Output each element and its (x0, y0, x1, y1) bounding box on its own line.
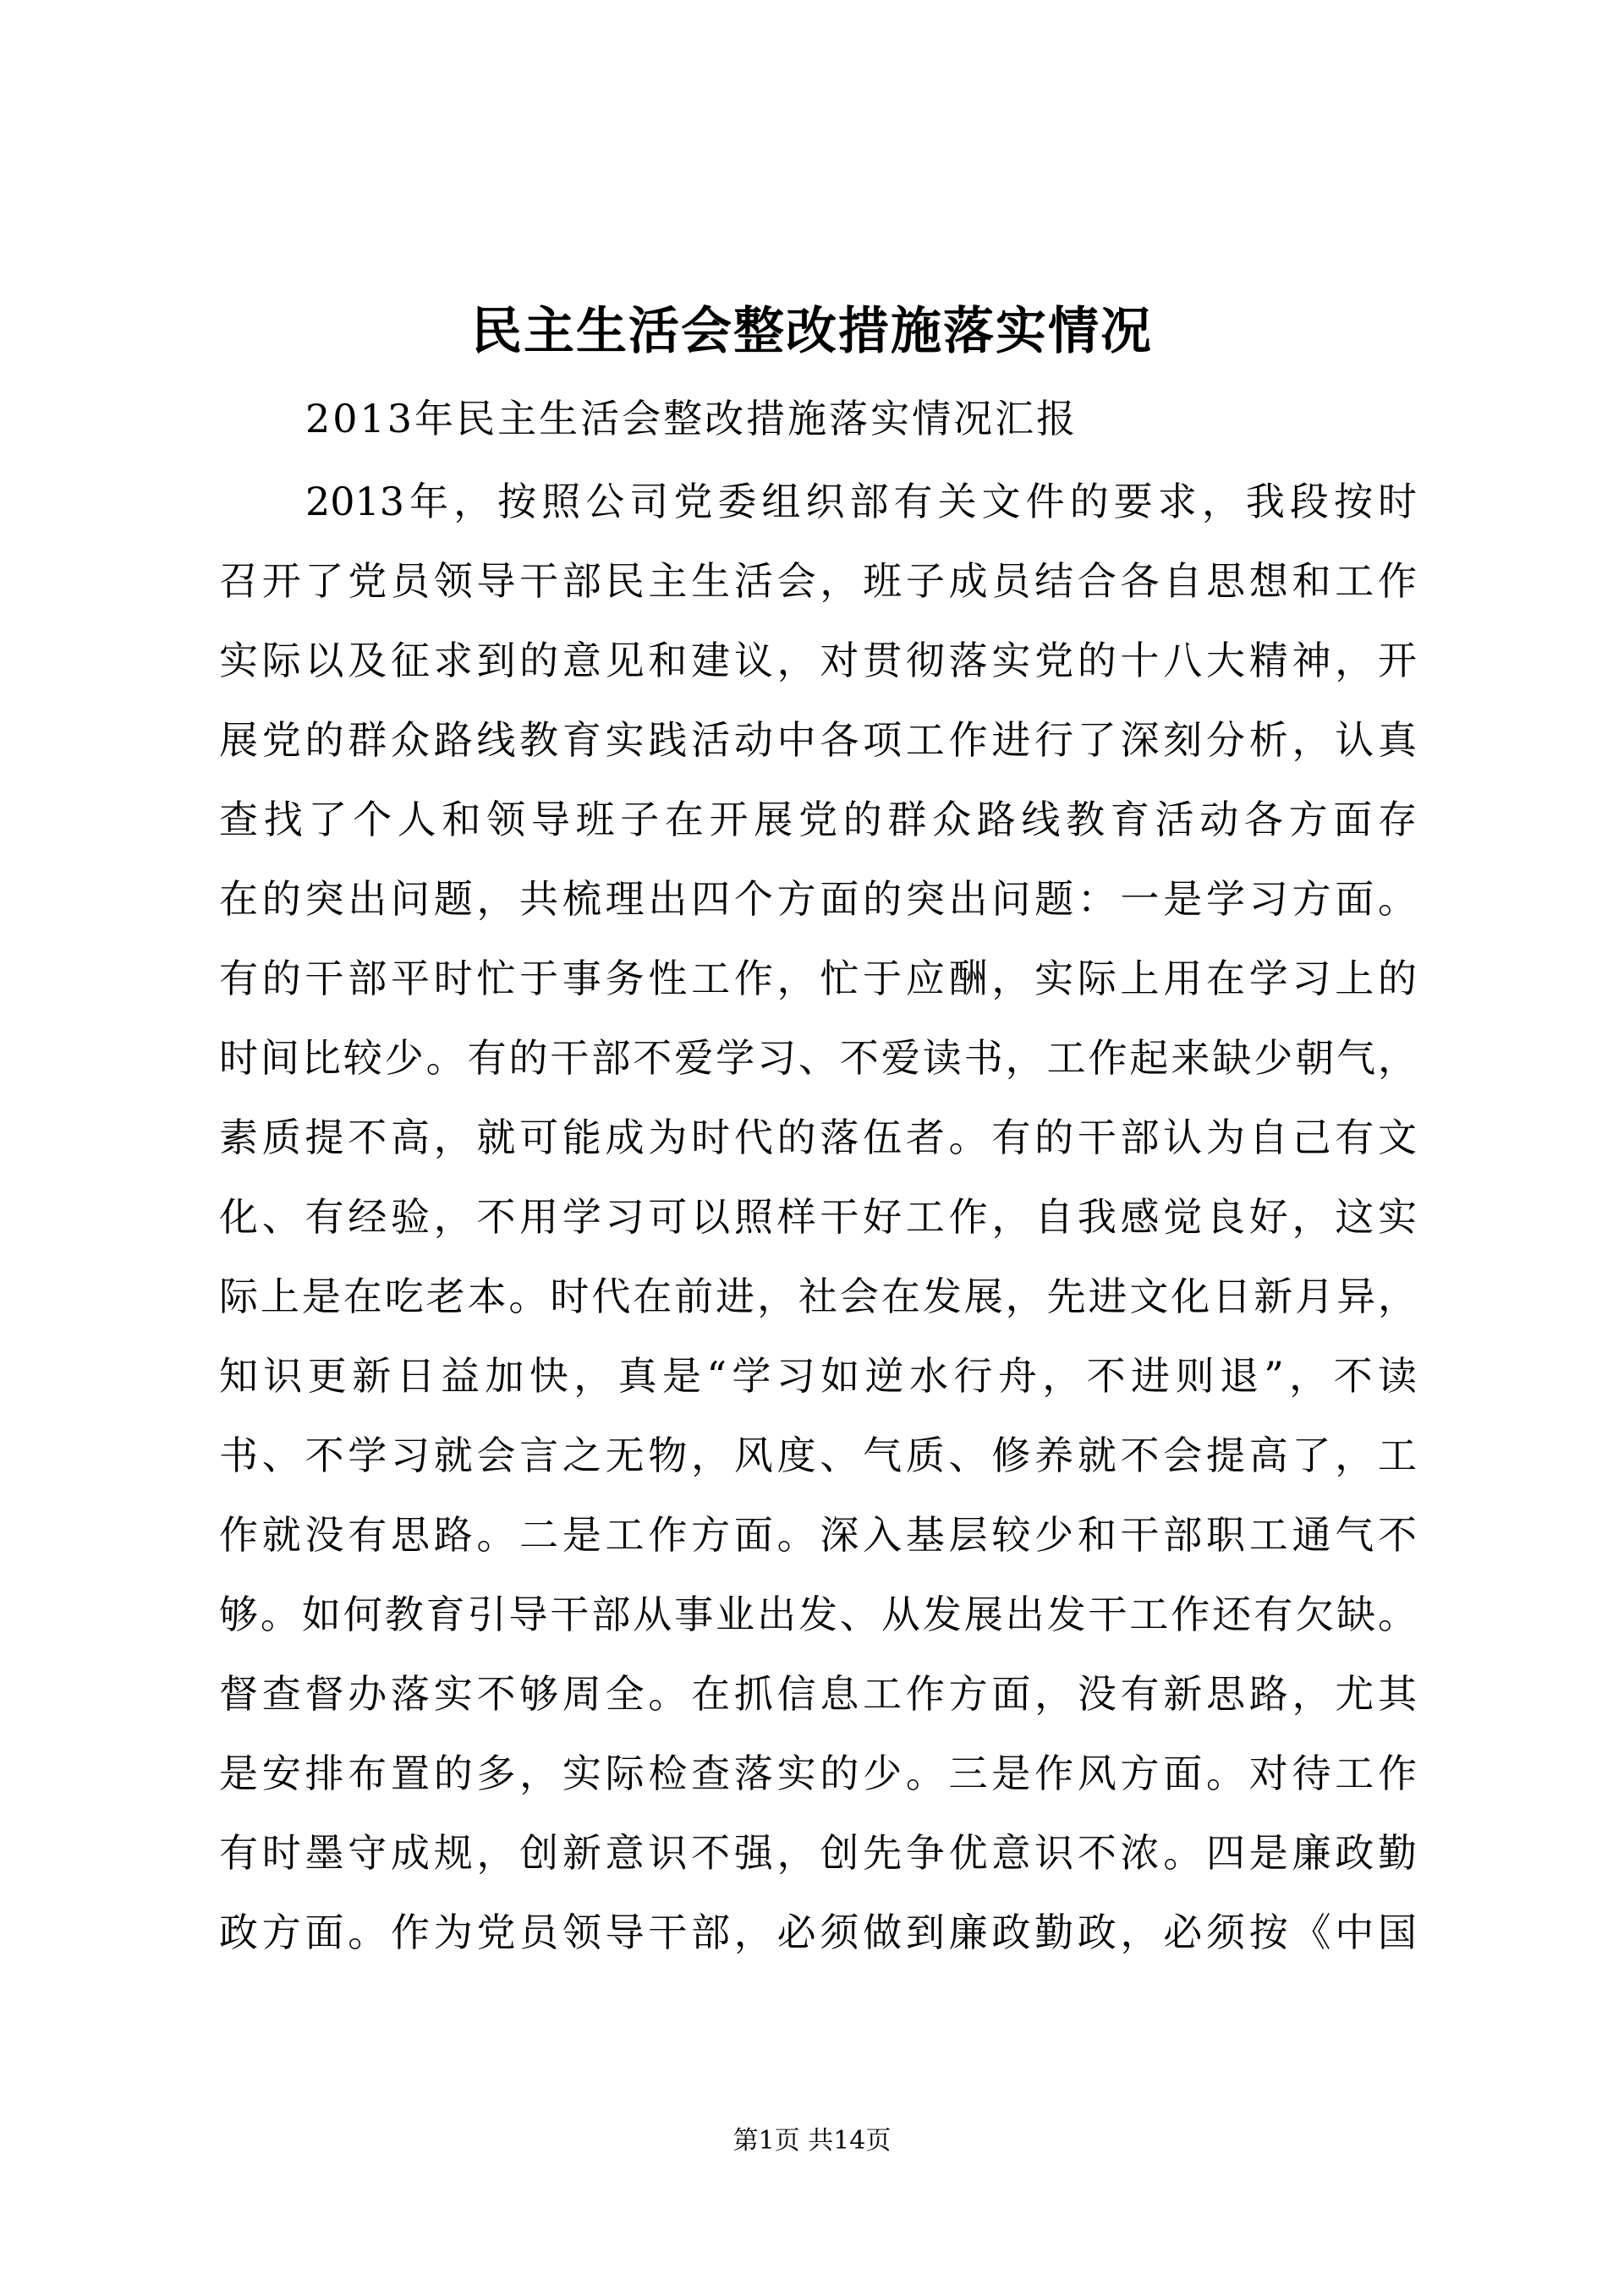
paragraph-line: 时间比较少。有的干部不爱学习、不爱读书，工作起来缺少朝气， (219, 1035, 1417, 1081)
paragraph-line: 督查督办落实不够周全。在抓信息工作方面，没有新思路，尤其 (219, 1671, 1417, 1717)
paragraph-line: 书、不学习就会言之无物，风度、气质、修养就不会提高了，工 (219, 1433, 1417, 1478)
document-subtitle: 2013年民主生活会整改措施落实情况汇报 (305, 396, 1078, 441)
document-body (219, 474, 1417, 1984)
paragraph-line: 在的突出问题，共梳理出四个方面的突出问题：一是学习方面。 (219, 876, 1417, 922)
document-title: 民主生活会整改措施落实情况 (471, 302, 1153, 361)
page-footer: 第1页 共14页 (732, 2126, 892, 2156)
paragraph-line: 召开了党员领导干部民主生活会，班子成员结合各自思想和工作 (219, 558, 1417, 604)
paragraph-line: 作就没有思路。二是工作方面。深入基层较少和干部职工通气不 (219, 1512, 1417, 1558)
paragraph-line: 是安排布置的多，实际检查落实的少。三是作风方面。对待工作 (219, 1751, 1417, 1796)
paragraph-line: 有的干部平时忙于事务性工作，忙于应酬，实际上用在学习上的 (219, 956, 1417, 1001)
paragraph-line: 政方面。作为党员领导干部，必须做到廉政勤政，必须按《中国 (219, 1910, 1417, 1955)
paragraph-line: 有时墨守成规，创新意识不强，创先争优意识不浓。四是廉政勤 (219, 1830, 1417, 1876)
paragraph-line: 化、有经验，不用学习可以照样干好工作，自我感觉良好，这实 (219, 1194, 1417, 1240)
paragraph-line: 2013年，按照公司党委组织部有关文件的要求，我段按时 (305, 479, 1417, 524)
paragraph-line: 展党的群众路线教育实践活动中各项工作进行了深刻分析，认真 (219, 717, 1417, 763)
paragraph-line: 实际以及征求到的意见和建议，对贯彻落实党的十八大精神，开 (219, 638, 1417, 683)
paragraph-line: 查找了个人和领导班子在开展党的群众路线教育活动各方面存 (219, 797, 1417, 842)
paragraph-line: 素质提不高，就可能成为时代的落伍者。有的干部认为自己有文 (219, 1115, 1417, 1160)
paragraph-line: 够。如何教育引导干部从事业出发、从发展出发干工作还有欠缺。 (219, 1592, 1417, 1637)
paragraph-line: 际上是在吃老本。时代在前进，社会在发展，先进文化日新月异， (219, 1274, 1417, 1319)
paragraph-line: 知识更新日益加快，真是“学习如逆水行舟，不进则退”，不读 (219, 1353, 1417, 1399)
